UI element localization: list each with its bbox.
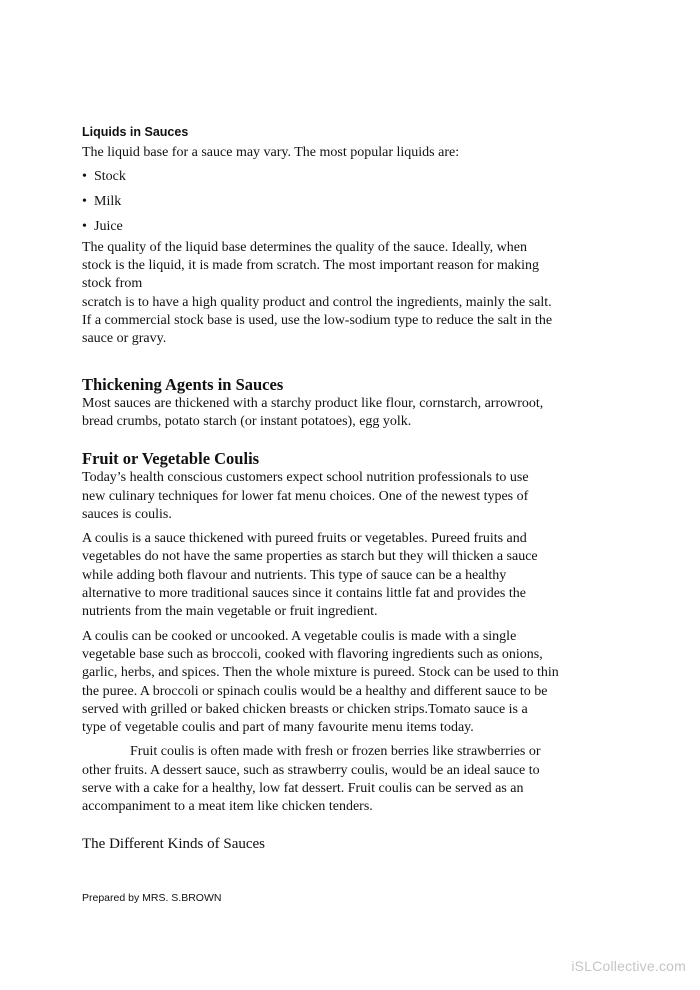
list-item: • Stock — [82, 169, 126, 185]
list-item: • Milk — [82, 194, 122, 210]
coulis-heading: Fruit or Vegetable Coulis — [82, 449, 260, 469]
coulis-paragraph-3: A coulis can be cooked or uncooked. A vegetable coulis is made with a single vegetable base such as broccoli, cooked with flavoring ingredients such as onions, garlic, herbs, and spices. Then the whole mixture is pureed. Stock can be used to thin the puree. A broccoli or spinach coulis would be a healthy and different sauce to be served with grilled or baked chicken breasts or chicken strips.Tomato sauce is a type of vegetable coulis and part of many favourite menu items today. — [82, 628, 559, 736]
thickening-heading: Thickening Agents in Sauces — [82, 374, 284, 394]
prepared-by-footer: Prepared by MRS. S.BROWN — [82, 892, 222, 904]
coulis-paragraph-4: Fruit coulis is often made with fresh or frozen berries like strawberries or other fruits. A dessert sauce, such as strawberry coulis, would be an ideal sauce to serve with a cake for a healthy, low fat dessert. Fruit coulis can be served as an accompaniment to a meat item like chicken tenders. — [82, 744, 541, 815]
watermark: iSLCollective.com — [571, 958, 686, 974]
bullet-icon: • — [82, 169, 87, 185]
bullet-icon: • — [82, 218, 87, 234]
worksheet-content — [82, 124, 622, 854]
coulis-paragraph-2: A coulis is a sauce thickened with pureed fruits or vegetables. Pureed fruits and vegetables do not have the same properties as starch but they will thicken a sauce while adding both flavour and nutrients. This type of sauce can be a healthy alternative to more traditional sauces since it contains little fat and provides the nutrients from the main vegetable or fruit ingredient. — [82, 531, 538, 620]
liquids-heading: Liquids in Sauces — [82, 125, 189, 139]
thickening-paragraph: Most sauces are thickened with a starchy product like flour, cornstarch, arrowroot, bread crumbs, potato starch (or instant potatoes), egg yolk. — [82, 395, 544, 429]
bullet-icon: • — [82, 194, 87, 210]
liquids-list — [82, 168, 622, 236]
list-item: • Juice — [82, 218, 123, 234]
liquids-intro: The liquid base for a sauce may vary. The most popular liquids are: — [82, 145, 460, 160]
kinds-heading: The Different Kinds of Sauces — [82, 835, 266, 852]
liquids-paragraph: The quality of the liquid base determines the quality of the sauce. Ideally, when stock is the liquid, it is made from scratch. The most important reason for making stock from scratch is to have a high quality product and control the ingredients, mainly the salt. If a commercial stock base is used, use the low-sodium type to reduce the salt in the sauce or gravy. — [82, 239, 553, 347]
coulis-paragraph-1: Today’s health conscious customers expect school nutrition professionals to use new culinary techniques for lower fat menu choices. One of the newest types of sauces is coulis. — [82, 470, 529, 522]
